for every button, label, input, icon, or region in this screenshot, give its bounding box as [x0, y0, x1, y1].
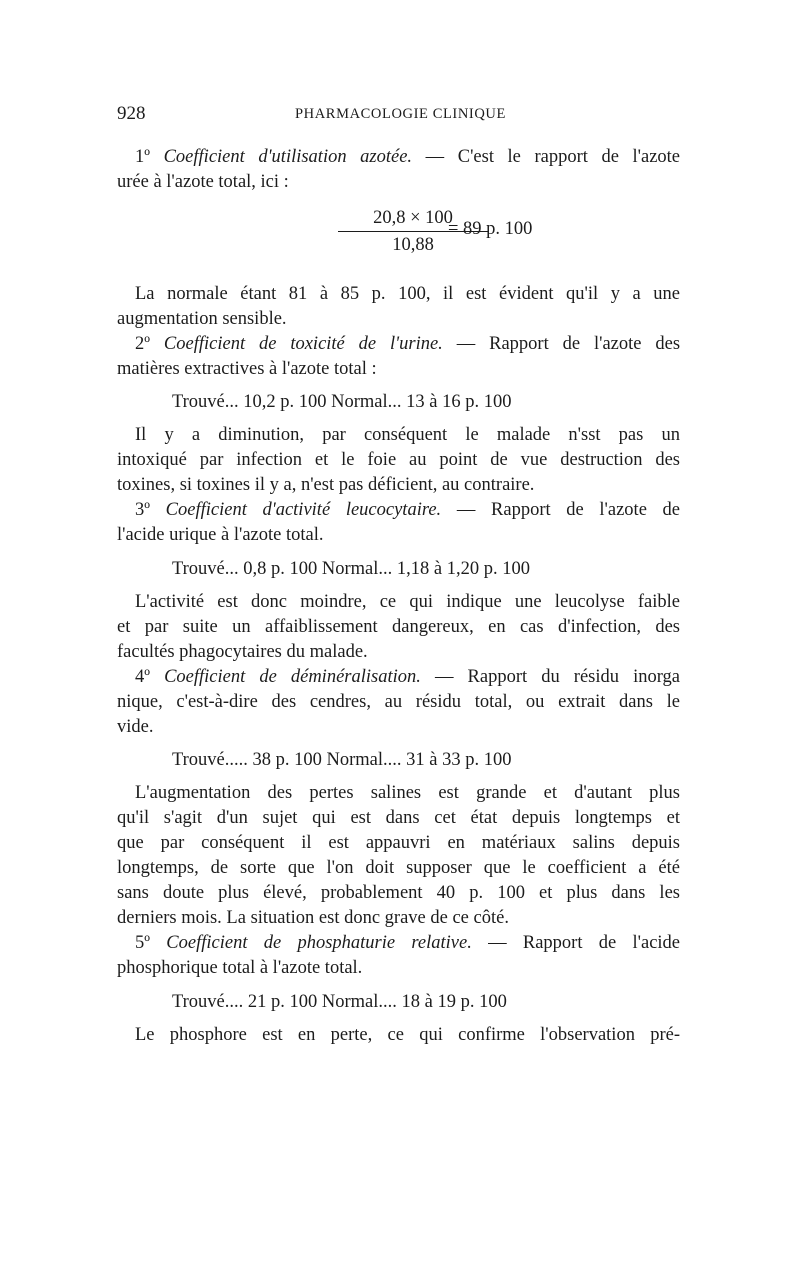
section-3-heading: 3º Coefficient d'activité leucocytaire. — Rapport de l'azote de	[135, 500, 681, 520]
paragraph-line: augmentation sensible.	[117, 309, 287, 329]
section-4-heading: 4º Coefficient de déminéralisation. — Rapport du résidu inorga	[135, 667, 680, 687]
section-1-intro: urée à l'azote total, ici :	[117, 172, 289, 192]
section-3-title: Coefficient d'activité leucocytaire.	[165, 500, 442, 520]
paragraph-line: toxines, si toxines il y a, n'est pas déficient, au contraire.	[117, 475, 535, 495]
paragraph-line: sans doute plus élevé, probablement 40 p. 100 et plus dans les	[117, 883, 680, 903]
paragraph-line: intoxiqué par infection et le foie au point de vue destruction des	[117, 450, 680, 470]
section-5-intro: phosphorique total à l'azote total.	[117, 958, 363, 978]
paragraph-line: facultés phagocytaires du malade.	[117, 642, 368, 662]
section-2-heading: 2º Coefficient de toxicité de l'urine. — Rapport de l'azote des	[135, 334, 681, 354]
section-4-intro: nique, c'est-à-dire des cendres, au résidu total, ou extrait dans le	[117, 692, 680, 712]
formula-result: = 89 p. 100	[448, 219, 533, 239]
section-4-title: Coefficient de déminéralisation.	[164, 667, 421, 687]
section-5-title: Coefficient de phosphaturie relative.	[166, 933, 472, 953]
paragraph-line: La normale étant 81 à 85 p. 100, il est évident qu'il y a une	[135, 284, 680, 304]
measure-line: Trouvé.... 21 p. 100 Normal.... 18 à 19 p. 100	[172, 992, 507, 1012]
paragraph-line: Le phosphore est en perte, ce qui confirme l'observation pré-	[135, 1025, 680, 1045]
measure-line: Trouvé..... 38 p. 100 Normal.... 31 à 33 p. 100	[172, 750, 512, 770]
page-number: 928	[117, 103, 146, 124]
page-header	[117, 103, 680, 129]
paragraph-line: derniers mois. La situation est donc grave de ce côté.	[117, 908, 509, 928]
section-1-heading: 1º Coefficient d'utilisation azotée. — C'est le rapport de l'azote	[135, 147, 681, 167]
paragraph-line: L'activité est donc moindre, ce qui indique une leucolyse faible	[135, 592, 680, 612]
measure-line: Trouvé... 10,2 p. 100 Normal... 13 à 16 p. 100	[172, 392, 512, 412]
running-title: PHARMACOLOGIE CLINIQUE	[295, 106, 506, 122]
paragraph-line: que par conséquent il est appauvri en matériaux salins depuis	[117, 833, 680, 853]
section-1-title: Coefficient d'utilisation azotée.	[163, 147, 413, 167]
section-2-title: Coefficient de toxicité de l'urine.	[163, 334, 443, 354]
section-3-intro: l'acide urique à l'azote total.	[117, 525, 324, 545]
section-4-intro-end: vide.	[117, 717, 154, 737]
paragraph-line: longtemps, de sorte que l'on doit supposer que le coefficient a été	[117, 858, 680, 878]
section-2-intro: matières extractives à l'azote total :	[117, 359, 377, 379]
paragraph-line: qu'il s'agit d'un sujet qui est dans cet état depuis longtemps et	[117, 808, 680, 828]
measure-line: Trouvé... 0,8 p. 100 Normal... 1,18 à 1,20 p. 100	[172, 559, 530, 579]
paragraph-line: L'augmentation des pertes salines est grande et d'autant plus	[135, 783, 680, 803]
paragraph-line: et par suite un affaiblissement dangereux, en cas d'infection, des	[117, 617, 680, 637]
formula-numerator: 20,8 × 100	[373, 208, 453, 228]
formula-denominator: 10,88	[392, 235, 434, 255]
section-5-heading: 5º Coefficient de phosphaturie relative. — Rapport de l'acide	[135, 933, 681, 953]
paragraph-line: Il y a diminution, par conséquent le malade n'sst pas un	[135, 425, 680, 445]
